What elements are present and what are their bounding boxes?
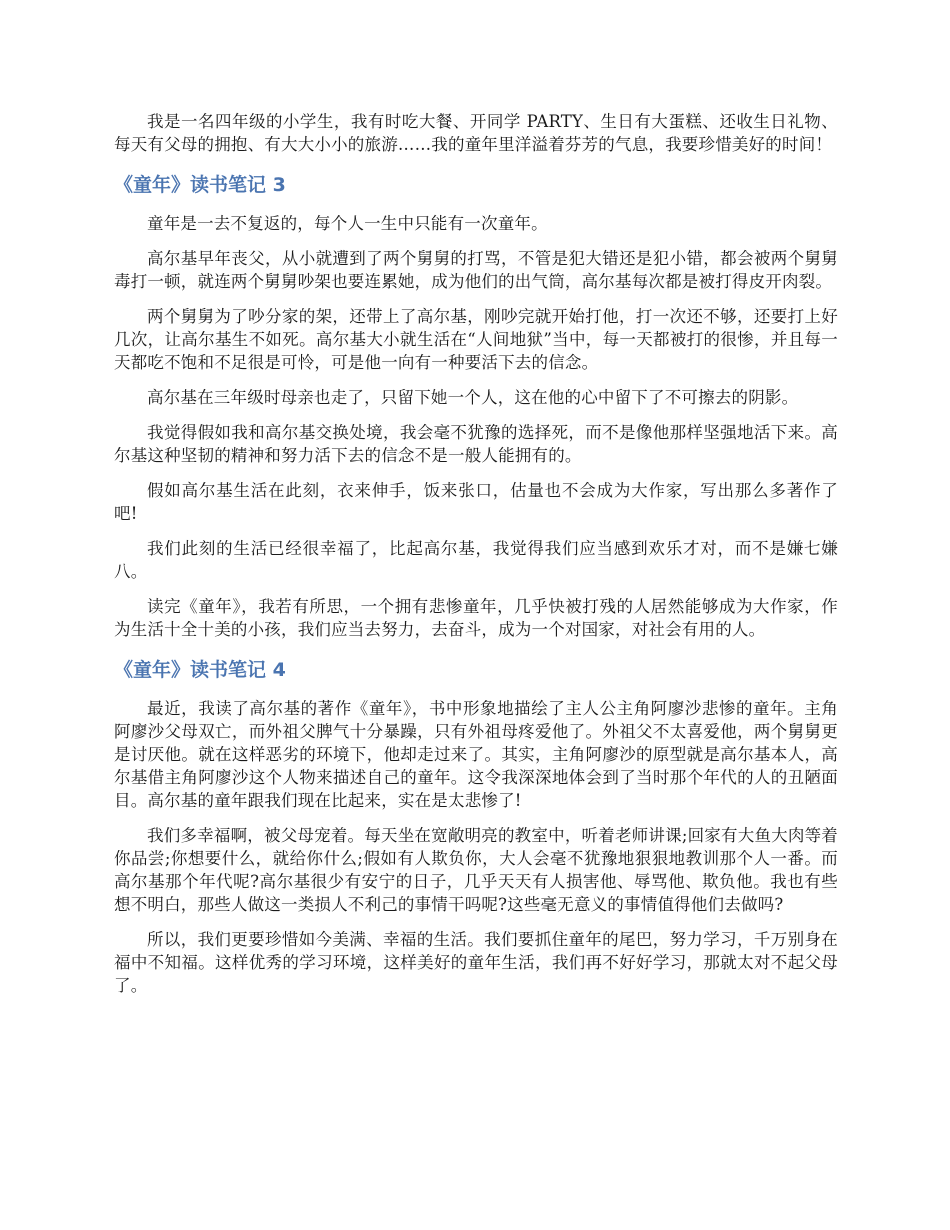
- paragraph: 我们此刻的生活已经很幸福了，比起高尔基，我觉得我们应当感到欢乐才对，而不是嫌七嫌八。: [114, 539, 838, 581]
- reading-note-4-section: [114, 657, 838, 997]
- paragraph: 高尔基早年丧父，从小就遭到了两个舅舅的打骂，不管是犯大错还是犯小错，都会被两个舅舅毒打一顿，就连两个舅舅吵架也要连累她，成为他们的出气筒，高尔基每次都是被打得皮开肉裂。: [114, 249, 838, 291]
- paragraph: 最近，我读了高尔基的著作《童年》，书中形象地描绘了主人公主角阿廖沙悲惨的童年。主角阿廖沙父母双亡，而外祖父脾气十分暴躁，只有外祖母疼爱他了。外祖父不太喜爱他，两个舅舅更是讨厌他。就在这样恶劣的环境下，他却走过来了。其实，主角阿廖沙的原型就是高尔基本人，高尔基借主角阿廖沙这个人物来描述自己的童年。这令我深深地体会到了当时那个年代的人的丑陋面目。高尔基的童年跟我们现在比起来，实在是太悲惨了!: [114, 699, 838, 810]
- paragraph: 我们多幸福啊，被父母宠着。每天坐在宽敞明亮的教室中，听着老师讲课;回家有大鱼大肉等着你品尝;你想要什么，就给你什么;假如有人欺负你，大人会毫不犹豫地狠狠地教训那个人一番。而高尔基那个年代呢?高尔基很少有安宁的日子，几乎天天有人损害他、辱骂他、欺负他。我也有些想不明白，那些人做这一类损人不利己的事情干吗呢?这些毫无意义的事情值得他们去做吗?: [114, 826, 838, 914]
- section-heading: 《童年》读书笔记 4: [114, 659, 286, 681]
- paragraph: 两个舅舅为了吵分家的架，还带上了高尔基，刚吵完就开始打他，打一次还不够，还要打上好几次，让高尔基生不如死。高尔基大小就生活在“人间地狱”当中，每一天都被打的很惨，并且每一天都吃不饱和不足很是可怜，可是他一向有一种要活下去的信念。: [114, 307, 838, 372]
- paragraph: 童年是一去不复返的，每个人一生中只能有一次童年。: [147, 214, 548, 233]
- document-page: [114, 110, 838, 1009]
- section-heading: 《童年》读书笔记 3: [114, 174, 286, 196]
- reading-note-3-section: [114, 172, 838, 641]
- paragraph: 读完《童年》，我若有所思，一个拥有悲惨童年，几乎快被打残的人居然能够成为大作家，作为生活十全十美的小孩，我们应当去努力，去奋斗，成为一个对国家，对社会有用的人。: [114, 597, 838, 639]
- intro-section: [114, 110, 838, 156]
- paragraph: 我是一名四年级的小学生，我有时吃大餐、开同学 PARTY、生日有大蛋糕、还收生日礼物、每天有父母的拥抱、有大大小小的旅游……我的童年里洋溢着芬芳的气息，我要珍惜美好的时间！: [114, 112, 838, 154]
- paragraph: 所以，我们更要珍惜如今美满、幸福的生活。我们要抓住童年的尾巴，努力学习，千万别身在福中不知福。这样优秀的学习环境，这样美好的童年生活，我们再不好好学习，那就太对不起父母了。: [114, 930, 838, 995]
- paragraph: 假如高尔基生活在此刻，衣来伸手，饭来张口，估量也不会成为大作家，写出那么多著作了吧!: [114, 481, 838, 523]
- paragraph: 高尔基在三年级时母亲也走了，只留下她一个人，这在他的心中留下了不可擦去的阴影。: [147, 388, 799, 407]
- paragraph: 我觉得假如我和高尔基交换处境，我会毫不犹豫的选择死，而不是像他那样坚强地活下来。高尔基这种坚韧的精神和努力活下去的信念不是一般人能拥有的。: [114, 423, 838, 465]
